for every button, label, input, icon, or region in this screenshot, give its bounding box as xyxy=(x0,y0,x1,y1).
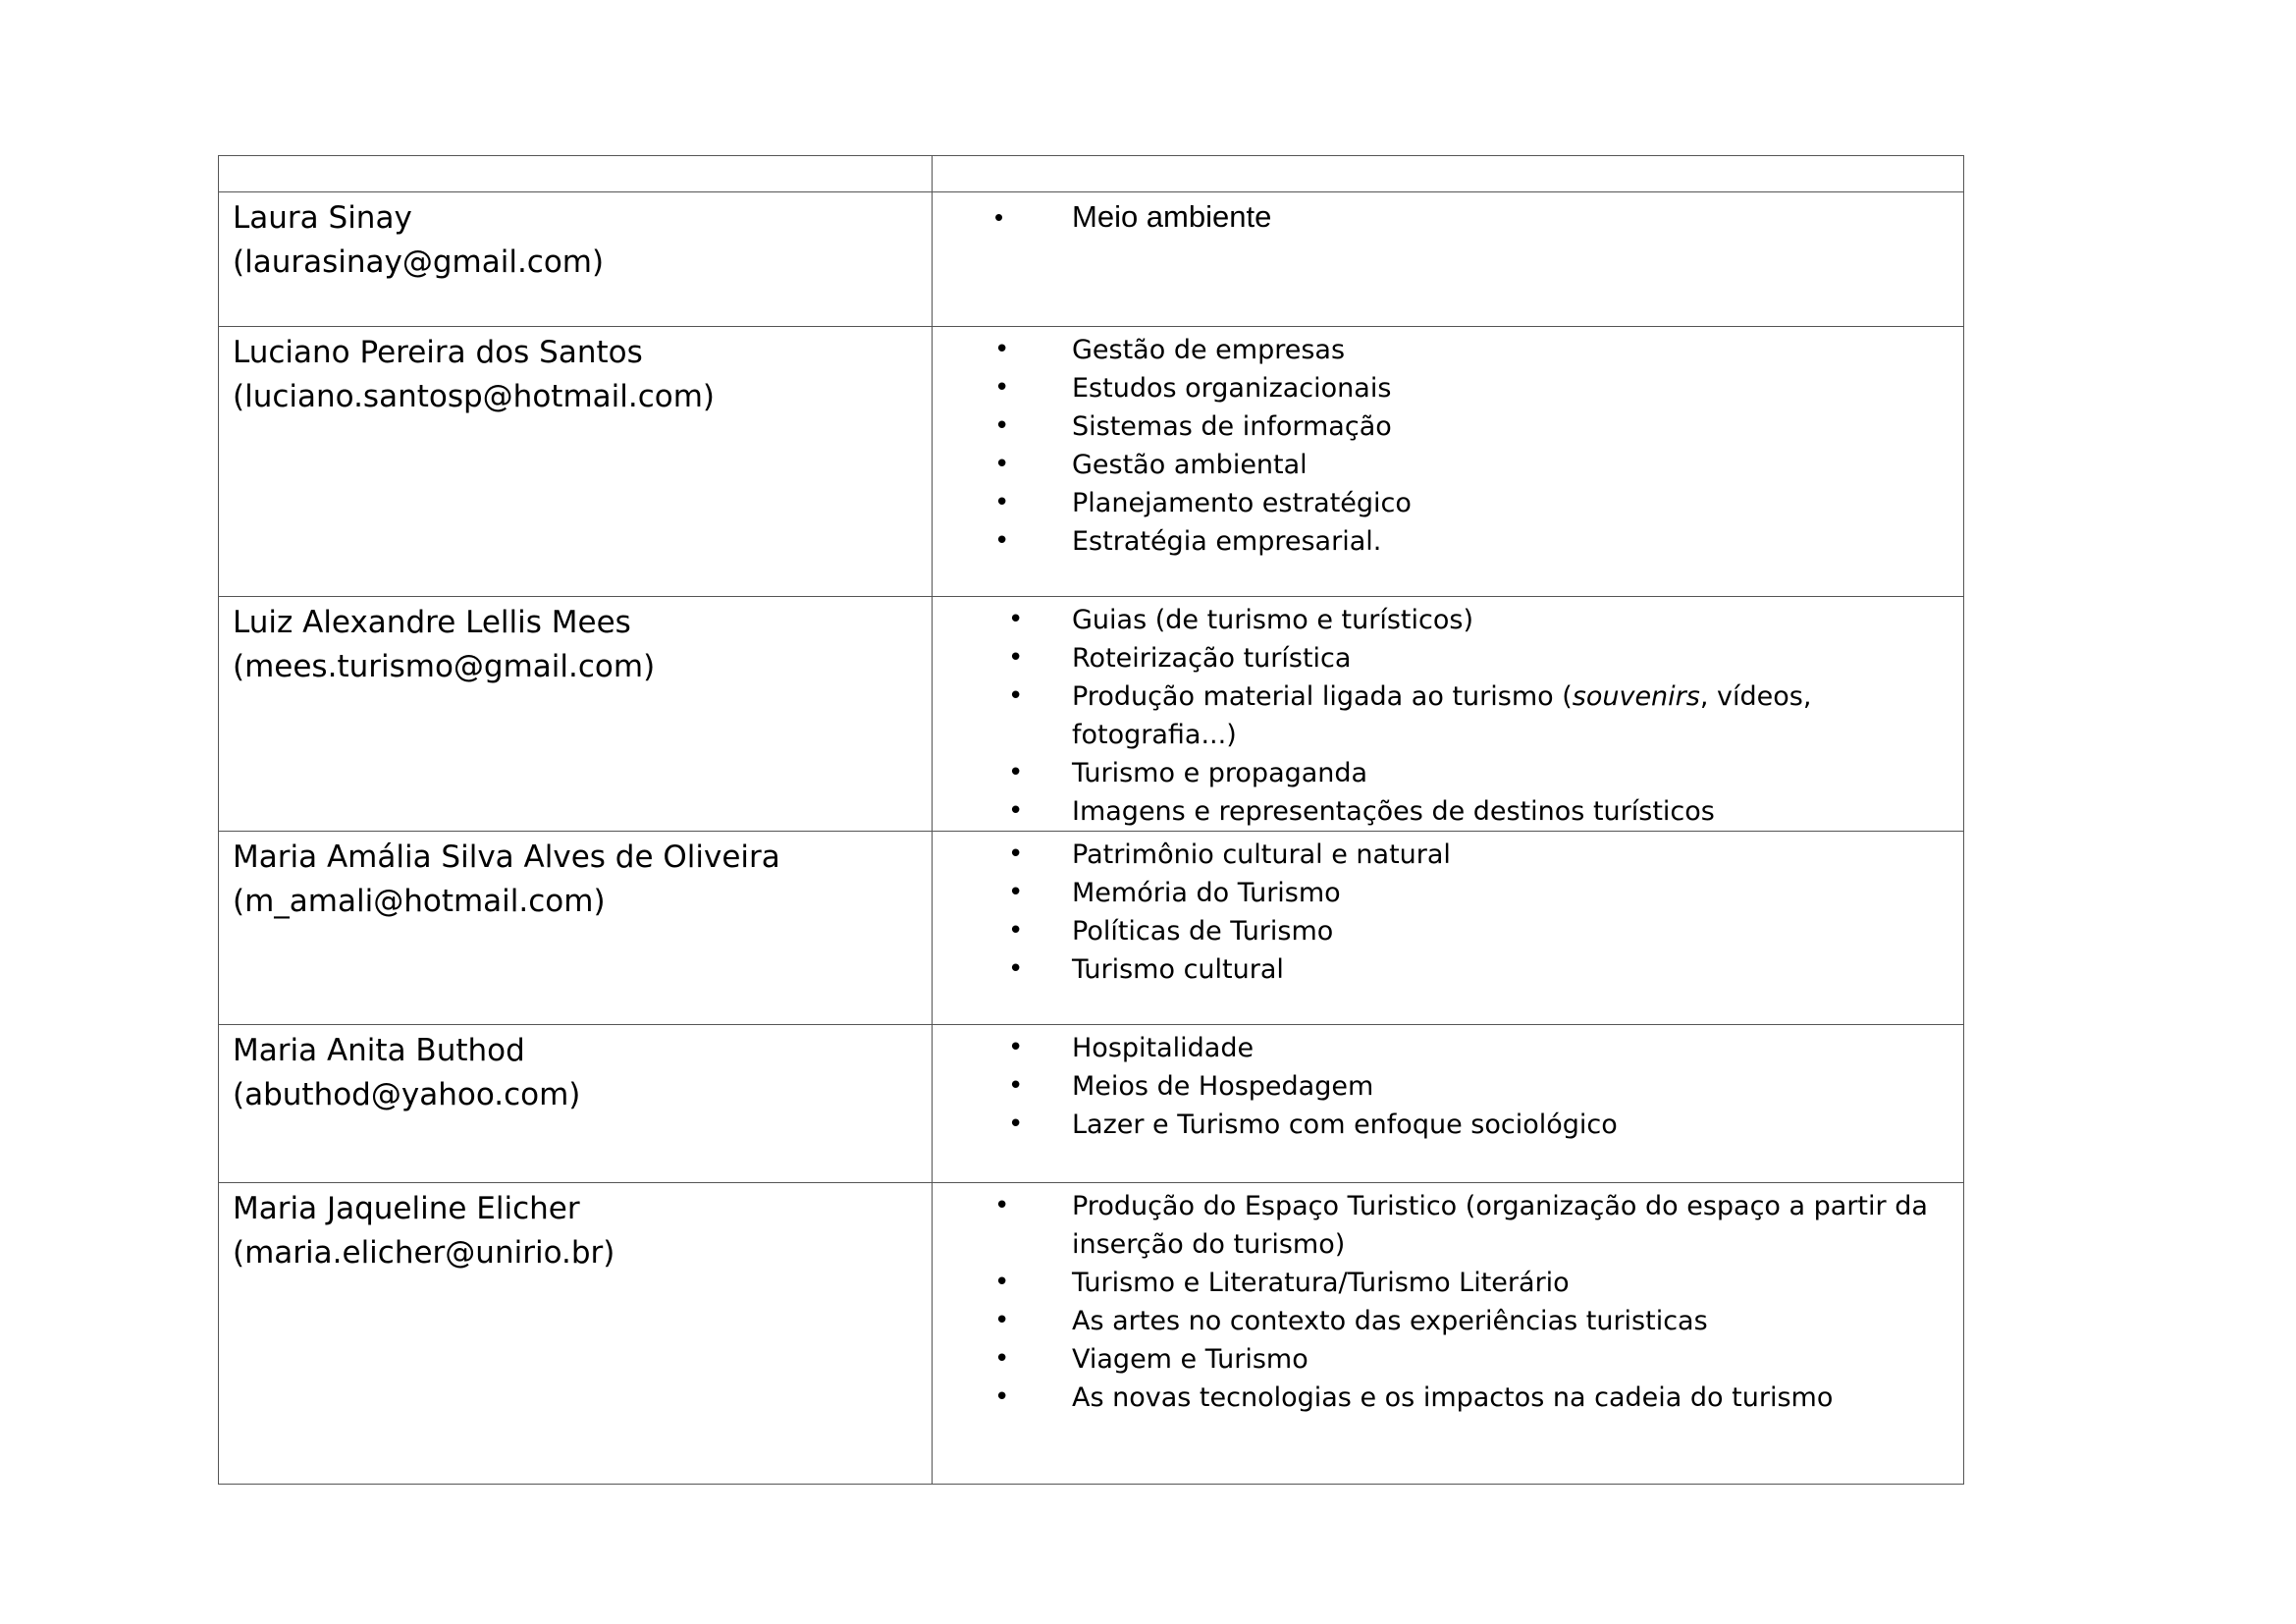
researcher-cell xyxy=(219,1183,933,1485)
list-item: • Gestão de empresas xyxy=(933,331,1953,369)
list-item: • Imagens e representações de destinos turísticos xyxy=(933,792,1953,831)
list-item: • Sistemas de informação xyxy=(933,407,1953,446)
topic-list xyxy=(933,836,1953,989)
researchers-table xyxy=(218,155,1964,1485)
list-item: • Gestão ambiental xyxy=(933,446,1953,484)
list-item: • Estratégia empresarial. xyxy=(933,522,1953,561)
bullet-icon: • xyxy=(994,373,1010,403)
list-item: • Turismo cultural xyxy=(933,950,1953,989)
bullet-icon: • xyxy=(994,1268,1010,1297)
list-item: • Produção material ligada ao turismo (souvenirs, vídeos, fotografia...) xyxy=(933,677,1953,754)
table-row xyxy=(219,597,1964,832)
table-row xyxy=(219,327,1964,597)
list-item: • As artes no contexto das experiências turisticas xyxy=(933,1302,1953,1340)
list-item: • Guias (de turismo e turísticos) xyxy=(933,601,1953,639)
researcher-name: Maria Jaqueline Elicher xyxy=(233,1191,580,1226)
bullet-icon: • xyxy=(994,1306,1010,1335)
researcher-name: Luiz Alexandre Lellis Mees xyxy=(233,605,631,640)
table-row xyxy=(219,192,1964,327)
list-item: • As novas tecnologias e os impactos na cadeia do turismo xyxy=(933,1379,1953,1417)
researcher-cell xyxy=(219,832,933,1025)
table-header-row xyxy=(219,156,1964,192)
bullet-icon: • xyxy=(1008,878,1024,907)
list-item: • Hospitalidade xyxy=(933,1029,1953,1067)
table-row xyxy=(219,832,1964,1025)
bullet-icon: • xyxy=(994,450,1010,479)
list-item: • Estudos organizacionais xyxy=(933,369,1953,407)
italic-text: souvenirs xyxy=(1572,681,1700,712)
bullet-icon: • xyxy=(1008,758,1024,787)
researcher-name: Maria Amália Silva Alves de Oliveira xyxy=(233,839,780,875)
researcher-email: (mees.turismo@gmail.com) xyxy=(233,649,656,684)
header-cell-name xyxy=(219,156,933,192)
table-row xyxy=(219,1183,1964,1485)
topics-cell xyxy=(933,832,1964,1025)
list-item: • Patrimônio cultural e natural xyxy=(933,836,1953,874)
list-item: • Políticas de Turismo xyxy=(933,912,1953,950)
researcher-cell xyxy=(219,327,933,597)
bullet-icon: • xyxy=(994,1382,1010,1412)
topic-list xyxy=(933,196,1953,238)
table-row xyxy=(219,1025,1964,1183)
researcher-email: (luciano.santosp@hotmail.com) xyxy=(233,379,716,414)
researcher-email: (abuthod@yahoo.com) xyxy=(233,1077,581,1112)
list-item: • Turismo e Literatura/Turismo Literário xyxy=(933,1264,1953,1302)
researcher-cell xyxy=(219,597,933,832)
list-item: • Meio ambiente xyxy=(933,196,1953,238)
list-item: • Turismo e propaganda xyxy=(933,754,1953,792)
list-item: • Roteirização turística xyxy=(933,639,1953,677)
topic-list xyxy=(933,331,1953,561)
bullet-icon: • xyxy=(1008,839,1024,869)
bullet-icon: • xyxy=(994,526,1010,556)
topics-cell xyxy=(933,327,1964,597)
topics-cell xyxy=(933,1183,1964,1485)
list-item: • Viagem e Turismo xyxy=(933,1340,1953,1379)
researcher-cell xyxy=(219,192,933,327)
topic-list xyxy=(933,601,1953,831)
researcher-cell xyxy=(219,1025,933,1183)
list-item: • Produção do Espaço Turistico (organização do espaço a partir da inserção do turismo) xyxy=(933,1187,1953,1264)
bullet-icon: • xyxy=(994,1191,1010,1220)
bullet-icon: • xyxy=(1008,916,1024,946)
bullet-icon: • xyxy=(1008,1110,1024,1139)
bullet-icon: • xyxy=(1008,681,1024,711)
researcher-email: (maria.elicher@unirio.br) xyxy=(233,1235,615,1271)
list-item: • Meios de Hospedagem xyxy=(933,1067,1953,1106)
bullet-icon: • xyxy=(1008,954,1024,984)
bullet-icon: • xyxy=(1008,796,1024,826)
bullet-icon: • xyxy=(1008,605,1024,634)
topics-cell xyxy=(933,192,1964,327)
bullet-icon: • xyxy=(994,488,1010,517)
bullet-icon: • xyxy=(1008,1071,1024,1101)
bullet-icon: • xyxy=(1008,1033,1024,1062)
researcher-email: (m_amali@hotmail.com) xyxy=(233,884,606,919)
list-item: • Memória do Turismo xyxy=(933,874,1953,912)
topic-list xyxy=(933,1029,1953,1144)
researcher-name: Laura Sinay xyxy=(233,200,412,236)
bullet-icon: • xyxy=(994,1344,1010,1374)
bullet-icon: • xyxy=(994,202,1004,232)
list-item: • Lazer e Turismo com enfoque sociológico xyxy=(933,1106,1953,1144)
bullet-icon: • xyxy=(994,335,1010,364)
topics-cell xyxy=(933,1025,1964,1183)
researcher-email: (laurasinay@gmail.com) xyxy=(233,244,605,280)
bullet-icon: • xyxy=(1008,643,1024,673)
researcher-name: Luciano Pereira dos Santos xyxy=(233,335,643,370)
header-cell-topics xyxy=(933,156,1964,192)
topics-cell xyxy=(933,597,1964,832)
researcher-name: Maria Anita Buthod xyxy=(233,1033,525,1068)
bullet-icon: • xyxy=(994,411,1010,441)
list-item: • Planejamento estratégico xyxy=(933,484,1953,522)
topic-list xyxy=(933,1187,1953,1417)
